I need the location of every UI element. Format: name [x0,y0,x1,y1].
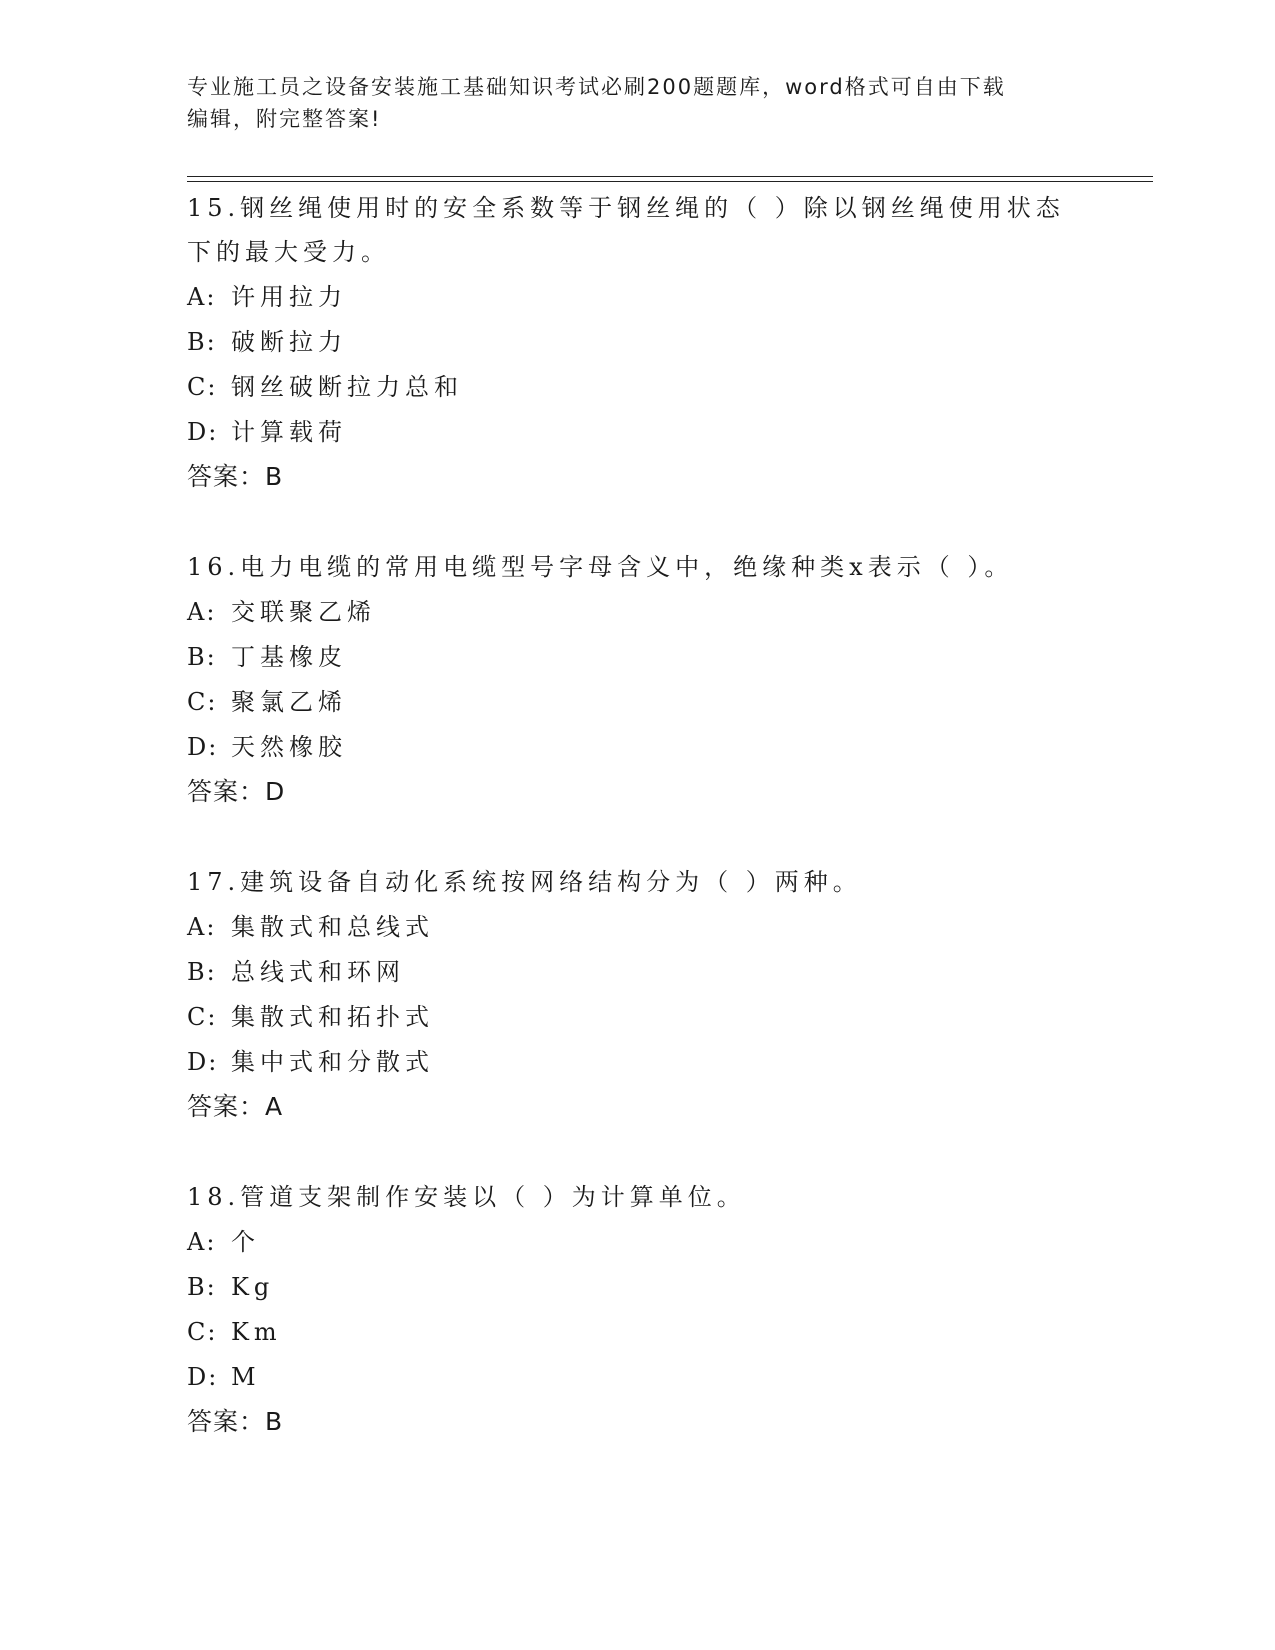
question-15-answer: 答案：B [187,462,284,491]
option-letter: B: [187,1273,217,1301]
question-17-option-d [187,1045,434,1079]
option-text: 交联聚乙烯 [231,598,376,626]
header-rule-top [187,176,1153,177]
option-text: 计算载荷 [231,418,347,446]
question-15-stem-continued: 下的最大受力。 [187,238,390,266]
question-18-option-d [187,1360,261,1394]
question-18-option-b [187,1270,274,1304]
option-letter: C: [187,688,218,716]
question-15-option-c [187,370,463,404]
option-text: 丁基橡皮 [231,643,347,671]
header-rule-bottom [187,181,1153,182]
question-15-option-d [187,415,347,449]
question-15-option-b [187,325,347,359]
option-letter: C: [187,1003,218,1031]
question-16-stem: 16.电力电缆的常用电缆型号字母含义中，绝缘种类x表示（ ）。 [187,553,1014,581]
option-letter: D: [187,733,219,761]
option-text: 钢丝破断拉力总和 [231,373,463,401]
option-letter: C: [187,373,218,401]
option-text: 总线式和环网 [231,958,405,986]
question-15-stem: 15.钢丝绳使用时的安全系数等于钢丝绳的（ ）除以钢丝绳使用状态 [187,194,1065,222]
option-letter: A: [187,598,217,626]
option-letter: A: [187,283,217,311]
question-18-option-a [187,1225,260,1259]
question-15-option-a [187,280,347,314]
question-17-option-b [187,955,405,989]
option-text: 破断拉力 [231,328,347,356]
option-letter: A: [187,913,217,941]
header-text-line-2: 编辑，附完整答案! [187,107,382,131]
question-16-option-a [187,595,376,629]
option-text: 集中式和分散式 [231,1048,434,1076]
option-letter: D: [187,1363,219,1391]
option-letter: B: [187,958,217,986]
question-16-option-d [187,730,347,764]
question-18-option-c [187,1315,282,1349]
question-16-option-b [187,640,347,674]
option-text: 个 [231,1228,260,1256]
option-text: 聚氯乙烯 [231,688,347,716]
question-17-option-a [187,910,434,944]
option-text: M [231,1363,261,1391]
question-17-answer: 答案：A [187,1092,284,1121]
option-text: 集散式和拓扑式 [231,1003,434,1031]
question-17-option-c [187,1000,434,1034]
option-text: Kg [231,1273,275,1301]
option-text: Km [231,1318,282,1346]
question-18-answer: 答案：B [187,1407,284,1436]
option-letter: A: [187,1228,217,1256]
option-letter: B: [187,328,217,356]
option-letter: B: [187,643,217,671]
question-18-stem: 18.管道支架制作安装以（ ）为计算单位。 [187,1183,746,1211]
option-letter: D: [187,418,219,446]
option-text: 许用拉力 [231,283,347,311]
option-text: 集散式和总线式 [231,913,434,941]
option-letter: D: [187,1048,219,1076]
question-16-answer: 答案：D [187,777,286,806]
question-17-stem: 17.建筑设备自动化系统按网络结构分为（ ）两种。 [187,868,862,896]
header-text-line-1: 专业施工员之设备安装施工基础知识考试必刷200题题库，word格式可自由下载 [187,75,1006,99]
question-16-option-c [187,685,347,719]
option-text: 天然橡胶 [231,733,347,761]
option-letter: C: [187,1318,218,1346]
